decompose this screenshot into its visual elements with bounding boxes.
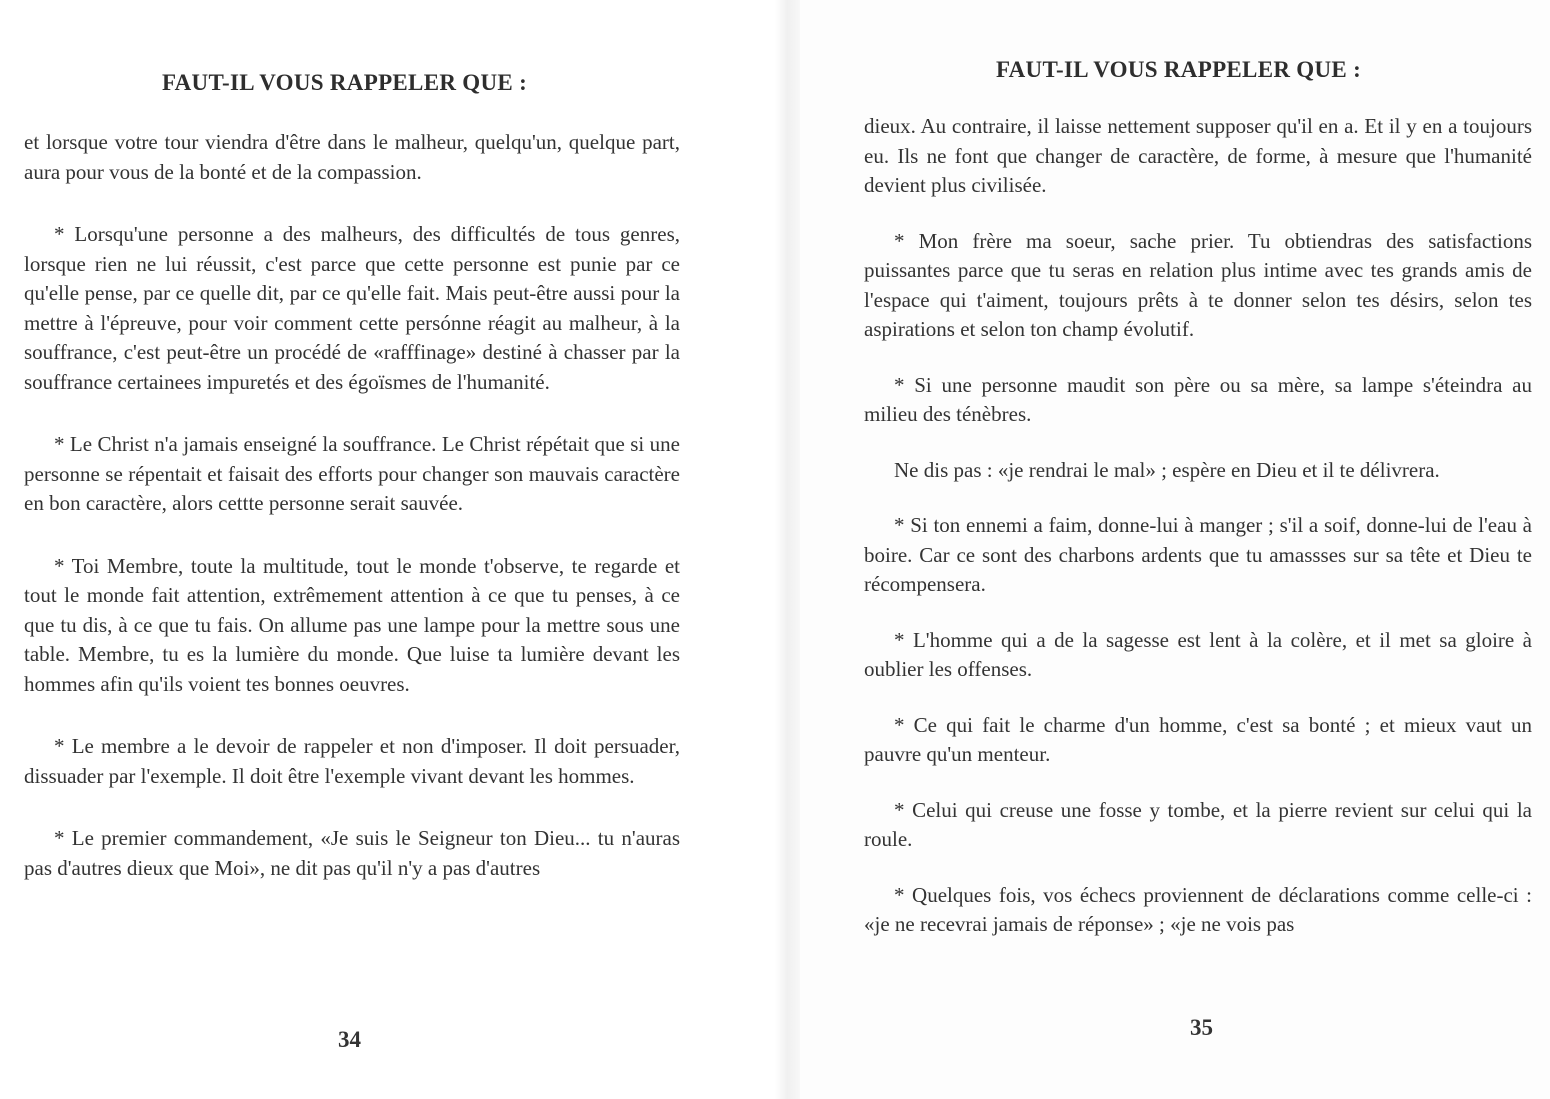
right-paragraph-4: Ne dis pas : «je rendrai le mal» ; espère en Dieu et il te délivrera.	[894, 457, 1440, 482]
right-paragraph-9: * Quelques fois, vos échecs proviennent de déclarations comme celle-ci : «je ne recevrai jamais de réponse» ; «je ne vois pas	[864, 882, 1532, 936]
left-page-number: 34	[338, 1027, 361, 1052]
right-paragraph-8: * Celui qui creuse une fosse y tombe, et la pierre revient sur celui qui la roule.	[864, 797, 1532, 851]
right-paragraph-1: dieux. Au contraire, il laisse nettement supposer qu'il en a. Et il y en a toujours eu. Ils ne font que changer de caractère, de forme, à mesure que l'humanité devient plus civilisée.	[864, 114, 1532, 197]
right-paragraph-2: * Mon frère ma soeur, sache prier. Tu obtiendras des satisfactions puissantes parce que tu seras en relation plus intime avec tes grands amis de l'espace qui t'aiment, toujours prêts à te donner selon tes désirs, selon tes aspirations et selon ton champ évolutif.	[864, 228, 1532, 341]
right-paragraph-3: * Si une personne maudit son père ou sa mère, sa lampe s'éteindra au milieu des ténèbres.	[864, 372, 1532, 426]
left-paragraph-3: * Le Christ n'a jamais enseigné la souffrance. Le Christ répétait que si une personne se répentait et faisait des efforts pour changer son mauvais caractère en bon caractère, alors cettte personne serait sauvée.	[24, 432, 680, 515]
left-paragraph-2: * Lorsqu'une personne a des malheurs, des difficultés de tous genres, lorsque rien ne lui réussit, c'est parce que cette personne est punie par ce qu'elle pense, par ce quelle dit, par ce qu'elle fait. Mais peut-être aussi pour la mettre à l'épreuve, pour voir comment cette persónne réagit au malheur, à la souffrance, c'est peut-être un procédé de «rafffinage» destiné à chasser par la souffrance certainees impuretés et des égoïsmes de l'humanité.	[24, 222, 680, 394]
right-page	[800, 0, 1550, 1099]
right-paragraph-6: * L'homme qui a de la sagesse est lent à la colère, et il met sa gloire à oublier les offenses.	[864, 627, 1532, 681]
book-gutter	[775, 0, 800, 1099]
right-paragraph-7: * Ce qui fait le charme d'un homme, c'est sa bonté ; et mieux vaut un pauvre qu'un menteur.	[864, 712, 1532, 766]
left-paragraph-5: * Le membre a le devoir de rappeler et non d'imposer. Il doit persuader, dissuader par l'exemple. Il doit être l'exemple vivant devant les hommes.	[24, 734, 680, 788]
left-paragraph-4: * Toi Membre, toute la multitude, tout le monde t'observe, te regarde et tout le monde fait attention, extrêmement attention à ce que tu penses, à ce que tu dis, à ce que tu fais. On allume pas une lampe pour la mettre sous une table. Membre, tu es la lumière du monde. Que luise ta lumière devant les hommes afin qu'ils voient tes bonnes oeuvres.	[24, 553, 680, 696]
right-paragraph-5: * Si ton ennemi a faim, donne-lui à manger ; s'il a soif, donne-lui de l'eau à boire. Car ce sont des charbons ardents que tu amassses sur sa tête et Dieu te récompensera.	[864, 513, 1532, 596]
left-paragraph-1: et lorsque votre tour viendra d'être dans le malheur, quelqu'un, quelque part, aura pour vous de la bonté et de la compassion.	[24, 130, 680, 184]
left-page-body	[24, 128, 680, 916]
right-page-header: FAUT-IL VOUS RAPPELER QUE :	[996, 57, 1362, 82]
left-page-header: FAUT-IL VOUS RAPPELER QUE :	[162, 70, 528, 95]
right-page-number: 35	[1190, 1015, 1213, 1040]
left-paragraph-6: * Le premier commandement, «Je suis le Seigneur ton Dieu... tu n'auras pas d'autres dieux que Moi», ne dit pas qu'il n'y a pas d'autres	[24, 826, 680, 880]
right-page-body	[864, 112, 1532, 966]
